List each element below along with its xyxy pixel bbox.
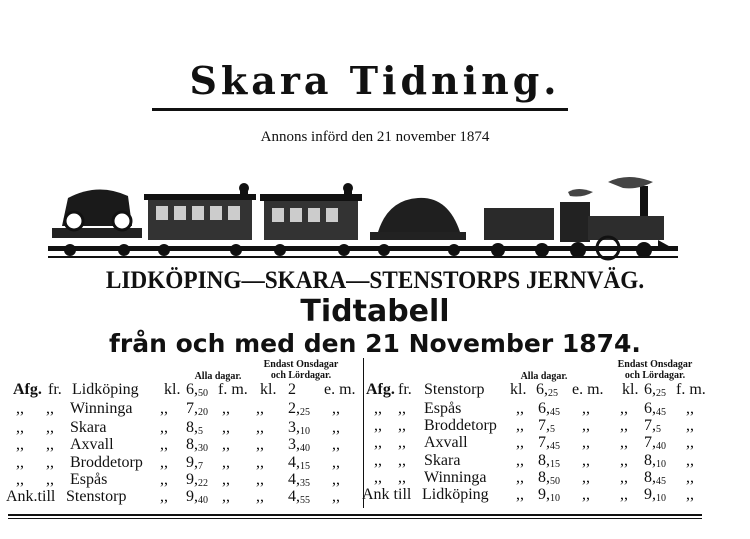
timetable-table: Afg. fr. Lidköping kl. $6,_{50}$ f. m. kl. 2 e. m. Afg. fr. Stenstorp kl. $6,_{25}$ e. m. kl. $6,_{25}$ f. m. ,, ,, Winninga ,, $7,_{20}$ ,, ,, $2,_{25}$ ,, ,, ,, Skara ,, $8,_5$ ,, ,, $3,_{10}$ ,, ,, ,, Axvall ,, $8,_{30}$ ,, ,, $3,_{40}$ ,, ,, ,, Broddetorp ,, $9,_7$ ,, ,, $4,_{15}$ ,, ,, ,, Espås ,, $9,_{22}$ ,, ,, $4,_{35}$ ,, Ank.till Stenstorp ,, $9,_{40}$ ,, ,, $4,_{55}$ ,, ,, ,, Espås ,, $6,_{45}$ ,, ,, $6,_{45}$ ,, ,, ,, Broddetorp ,, $7,_5$ ,, ,, $7,_5$ ,, ,, ,, Axvall ,, $7,_{45}$ ,, ,, $7,_{40}$ ,, ,, ,, Skara ,, $8,_{15}$ ,, ,, $8,_{10}$ ,, ,, ,, Winninga ,, $8,_{50}$ ,, ,, $8,_{45}$ ,, Ank till Lidköping ,, $9,_{10}$ ,, ,, $9,_{10}$ ,, [6,381,706,506]
note-daily-left: Alla dagar. [194,371,242,382]
note-daily-right: Alla dagar. [520,371,568,382]
note-special-left: Endast Onsdagar och Lördagar. [263,359,339,381]
railway-name: LIDKÖPING—SKARA—STENSTORPS JERNVÄG. [105,267,645,294]
announcement-line: Annons införd den 21 november 1874 [260,129,490,145]
timetable-heading: Tidtabell [300,294,450,329]
bottom-rule [8,514,702,516]
note-special-right: Endast Onsdagar och Lördagar. [617,359,693,381]
bottom-rule-thin [8,518,702,519]
timetable-date: från och med den 21 November 1874. [109,329,641,358]
masthead-title: Skara Tidning. [189,58,561,103]
